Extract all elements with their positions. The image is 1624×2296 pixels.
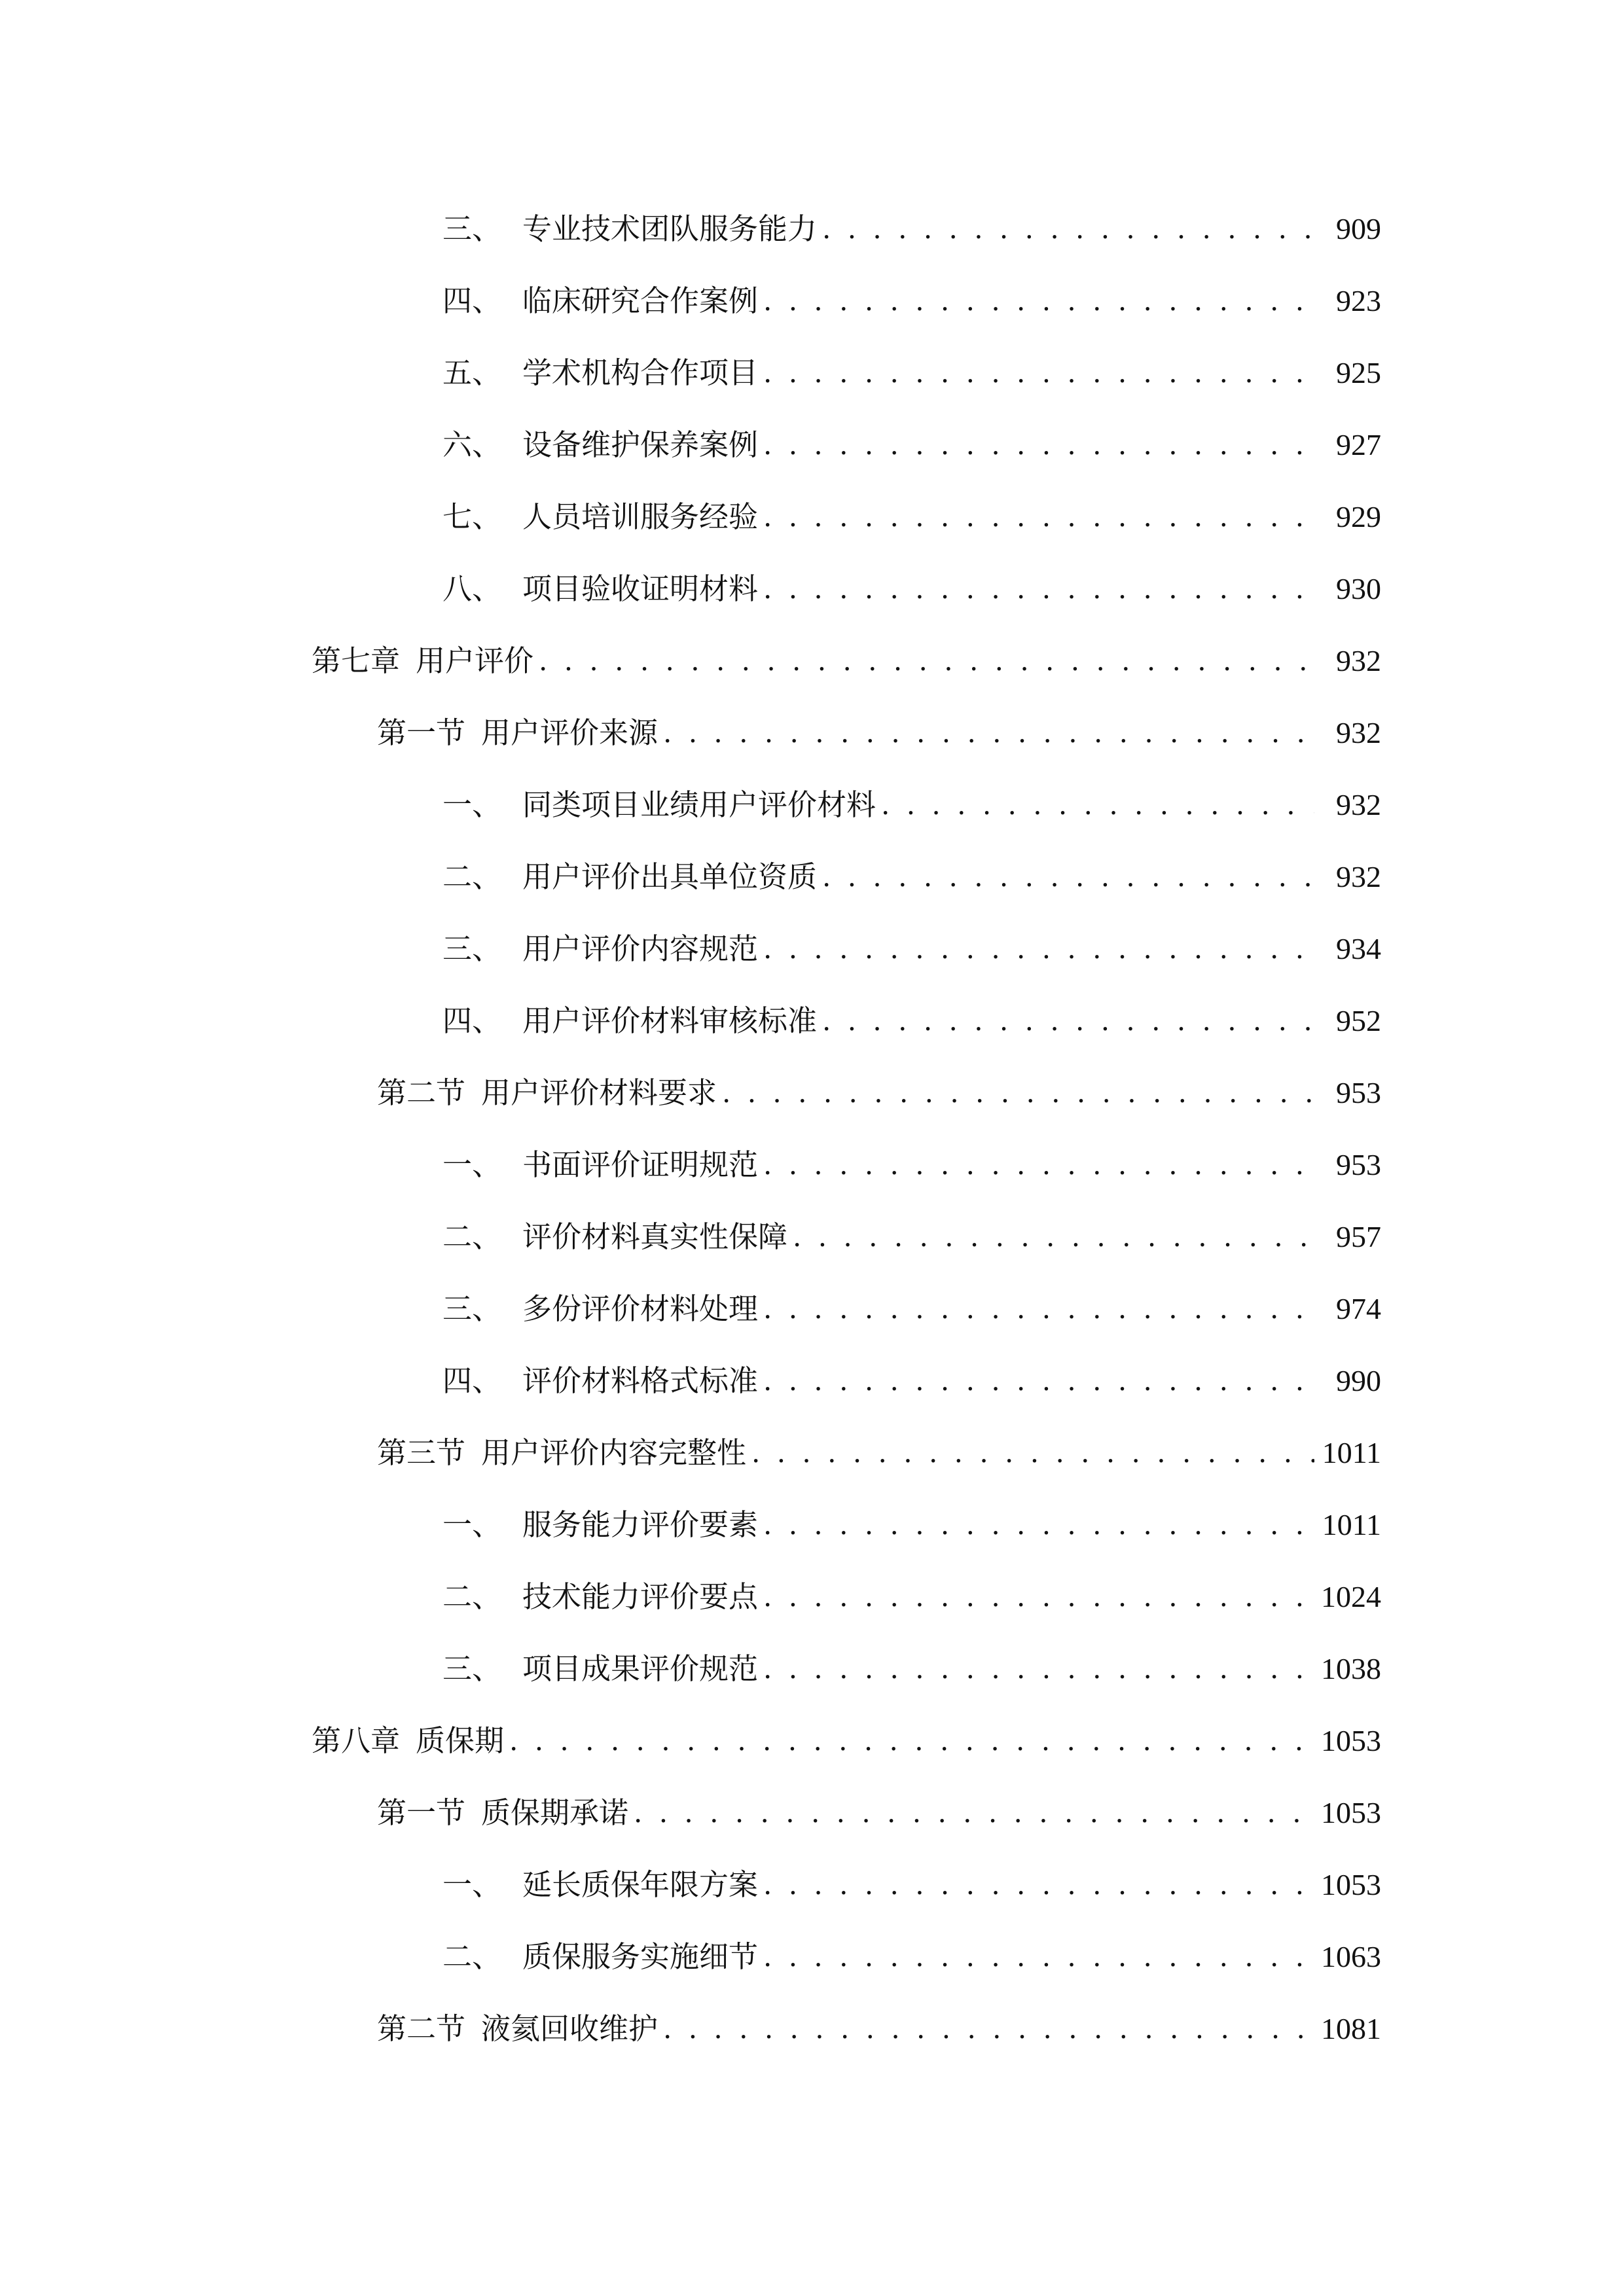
toc-entry-page: 1081 [1321,2012,1381,2045]
toc-entry-section[interactable] [377,1792,1381,1834]
dot-leader [763,1936,1313,1978]
toc-entry-page: 925 [1336,356,1381,389]
toc-entry-number: 第二节 [377,1075,466,1110]
toc-entry-page: 930 [1336,572,1381,605]
dot-leader [751,1432,1314,1474]
toc-entry-number: 四、 [442,1003,502,1038]
toc-entry-title: 延长质保年限方案 [522,1867,759,1902]
toc-entry-page: 932 [1336,788,1381,821]
toc-entry-page: 953 [1336,1076,1381,1109]
toc-entry[interactable] [442,280,1381,322]
toc-entry-number: 第二节 [377,2011,466,2046]
toc-entry-title: 质保期承诺 [481,1795,629,1830]
toc-entry-section[interactable] [377,2008,1381,2050]
toc-entry[interactable] [442,1504,1381,1546]
toc-entry-title: 用户评价来源 [481,715,659,750]
toc-entry[interactable] [442,1936,1381,1978]
dot-leader [763,1144,1314,1186]
toc-entry-title: 评价材料格式标准 [522,1363,759,1398]
toc-entry-title: 用户评价出具单位资质 [522,859,818,894]
toc-entry-number: 三、 [442,211,502,246]
toc-entry-number: 三、 [442,1291,502,1326]
toc-entry[interactable] [442,1360,1381,1402]
toc-entry-number: 五、 [442,355,502,390]
toc-entry-title: 技术能力评价要点 [522,1579,759,1614]
dot-leader [881,784,1314,826]
dot-leader [509,1720,1313,1762]
dot-leader [763,352,1314,394]
toc-entry-section[interactable] [377,1432,1381,1474]
toc-entry-page: 1038 [1321,1652,1381,1685]
toc-entry-number: 一、 [442,1867,502,1902]
toc-entry-page: 957 [1336,1220,1381,1253]
toc-entry-page: 932 [1336,644,1381,677]
dot-leader [822,856,1314,898]
toc-entry-number: 七、 [442,499,502,534]
toc-entry[interactable] [442,496,1381,538]
toc-entry-title: 液氦回收维护 [481,2011,659,2046]
toc-entry-number: 二、 [442,1219,502,1254]
toc-entry-title: 服务能力评价要素 [522,1507,759,1542]
toc-entry-title: 用户评价材料要求 [481,1075,717,1110]
toc-entry-page: 929 [1336,500,1381,533]
dot-leader [634,1792,1313,1834]
toc-entry-title: 临床研究合作案例 [522,283,759,318]
dot-leader [763,1576,1313,1618]
toc-entry-page: 1063 [1321,1940,1381,1973]
toc-entry-number: 一、 [442,1147,502,1182]
dot-leader [822,208,1314,250]
toc-entry-number: 第八章 [312,1723,401,1758]
toc-entry-title: 人员培训服务经验 [522,499,759,534]
toc-entry-number: 三、 [442,1651,502,1686]
toc-entry[interactable] [442,784,1381,826]
toc-entry-title: 质保期 [416,1723,505,1758]
toc-entry-title: 评价材料真实性保障 [522,1219,788,1254]
toc-entry-number: 二、 [442,1939,502,1974]
toc-entry[interactable] [442,1288,1381,1330]
toc-entry-page: 927 [1336,428,1381,461]
dot-leader [763,928,1314,970]
dot-leader [722,1072,1314,1114]
toc-entry-title: 书面评价证明规范 [522,1147,759,1182]
toc-entry-page: 1011 [1322,1508,1381,1541]
dot-leader [763,1288,1314,1330]
dot-leader [793,1216,1314,1258]
toc-entry-title: 质保服务实施细节 [522,1939,759,1974]
toc-entry-number: 一、 [442,787,502,822]
toc-entry-number: 第三节 [377,1435,466,1470]
toc-entry-title: 项目成果评价规范 [522,1651,759,1686]
toc-entry-page: 934 [1336,932,1381,965]
toc-entry[interactable] [442,1144,1381,1186]
toc-entry-number: 第一节 [377,1795,466,1830]
toc-entry-number: 六、 [442,427,502,462]
dot-leader [663,712,1314,754]
toc-entry[interactable] [442,1864,1381,1906]
toc-entry[interactable] [442,928,1381,970]
dot-leader [539,640,1314,682]
toc-entry[interactable] [442,1216,1381,1258]
dot-leader [763,280,1314,322]
toc-entry-chapter[interactable] [312,1720,1381,1762]
toc-entry-title: 用户评价内容完整性 [481,1435,747,1470]
toc-entry-title: 同类项目业绩用户评价材料 [522,787,876,822]
toc-entry[interactable] [442,208,1381,250]
toc-entry-page: 923 [1336,284,1381,317]
toc-entry[interactable] [442,1648,1381,1690]
toc-entry-section[interactable] [377,712,1381,754]
toc-entry-page: 1053 [1321,1724,1381,1757]
toc-entry-section[interactable] [377,1072,1381,1114]
toc-entry-page: 909 [1336,212,1381,245]
toc-entry-page: 1053 [1321,1868,1381,1901]
toc-entry[interactable] [442,856,1381,898]
toc-entry-number: 四、 [442,283,502,318]
dot-leader [663,2008,1313,2050]
toc-entry-page: 1024 [1321,1580,1381,1613]
dot-leader [763,1360,1314,1402]
toc-entry-page: 990 [1336,1364,1381,1397]
toc-entry-page: 952 [1336,1004,1381,1037]
toc-entry-page: 932 [1336,716,1381,749]
toc-entry-title: 用户评价 [416,643,534,678]
toc-entry-chapter[interactable] [312,640,1381,682]
dot-leader [822,1000,1314,1042]
toc-entry-number: 三、 [442,931,502,966]
dot-leader [763,1648,1313,1690]
toc-entry[interactable] [442,568,1381,610]
toc-entry-number: 八、 [442,571,502,606]
dot-leader [763,1504,1314,1546]
toc-entry-title: 学术机构合作项目 [522,355,759,390]
toc-entry-page: 1011 [1322,1436,1381,1469]
toc-entry[interactable] [442,352,1381,394]
toc-entry-title: 设备维护保养案例 [522,427,759,462]
dot-leader [763,568,1314,610]
toc-entry[interactable] [442,424,1381,466]
toc-entry-page: 1053 [1321,1796,1381,1829]
toc-entry-number: 二、 [442,1579,502,1614]
toc-entry[interactable] [442,1000,1381,1042]
toc-entry-number: 二、 [442,859,502,894]
toc-entry-page: 932 [1336,860,1381,893]
toc-entry-number: 一、 [442,1507,502,1542]
toc-entry-number: 四、 [442,1363,502,1398]
dot-leader [763,1864,1313,1906]
toc-entry-page: 953 [1336,1148,1381,1181]
dot-leader [763,496,1314,538]
toc-entry-title: 多份评价材料处理 [522,1291,759,1326]
toc-entry-title: 专业技术团队服务能力 [522,211,818,246]
toc-entry-title: 项目验收证明材料 [522,571,759,606]
dot-leader [763,424,1314,466]
toc-entry-number: 第一节 [377,715,466,750]
toc-entry[interactable] [442,1576,1381,1618]
toc-entry-title: 用户评价材料审核标准 [522,1003,818,1038]
toc-entry-number: 第七章 [312,643,401,678]
toc-entry-title: 用户评价内容规范 [522,931,759,966]
toc-entry-page: 974 [1336,1292,1381,1325]
